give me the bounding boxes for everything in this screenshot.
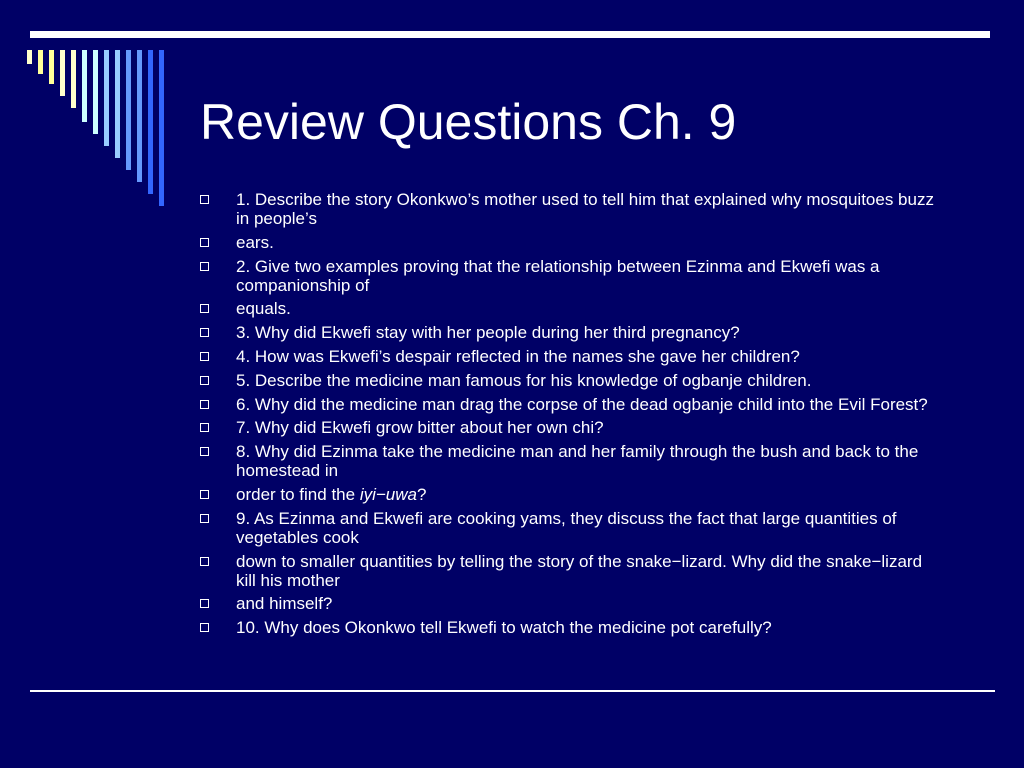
bullet-text: 10. Why does Okonkwo tell Ekwefi to watch the medicine pot carefully? — [236, 618, 772, 638]
stripe — [60, 50, 65, 96]
stripe — [93, 50, 98, 134]
stripe — [38, 50, 43, 74]
bullet-text: ears. — [236, 232, 274, 252]
square-bullet-icon — [200, 352, 209, 361]
stripe — [148, 50, 153, 194]
bullet-item — [198, 395, 943, 414]
square-bullet-icon — [200, 557, 209, 566]
stripe — [71, 50, 76, 108]
square-bullet-icon — [200, 514, 209, 523]
bullet-text-italic: iyi−uwa — [359, 484, 417, 504]
bullet-item — [198, 594, 943, 613]
square-bullet-icon — [200, 623, 209, 632]
bullet-item — [198, 233, 943, 252]
bullet-list — [198, 190, 943, 642]
bullet-text: and himself? — [236, 594, 333, 614]
square-bullet-icon — [200, 447, 209, 456]
bullet-text-prefix: order to find the — [236, 484, 360, 504]
stripe — [104, 50, 109, 146]
bullet-text: 8. Why did Ezinma take the medicine man and her family through the bush and back to the homestead in — [236, 442, 919, 481]
square-bullet-icon — [200, 262, 209, 271]
stripe — [82, 50, 87, 122]
square-bullet-icon — [200, 304, 209, 313]
bullet-text: 9. As Ezinma and Ekwefi are cooking yams, they discuss the fact that large quantities of vegetables cook — [236, 508, 897, 547]
stripe — [115, 50, 120, 158]
square-bullet-icon — [200, 195, 209, 204]
stripe — [27, 50, 32, 64]
bullet-item — [198, 190, 943, 228]
bullet-text: 6. Why did the medicine man drag the corpse of the dead ogbanje child into the Evil Forest? — [236, 394, 928, 414]
stripe — [137, 50, 142, 182]
stripe — [49, 50, 54, 84]
bullet-text: 7. Why did Ekwefi grow bitter about her own chi? — [236, 418, 604, 438]
bullet-item — [198, 418, 943, 437]
bullet-item — [198, 347, 943, 366]
bullet-text: 1. Describe the story Okonkwo’s mother used to tell him that explained why mosquitoes buzz in people’s — [236, 190, 934, 228]
bullet-text: 5. Describe the medicine man famous for his knowledge of ogbanje children. — [236, 370, 812, 390]
bullet-item — [198, 299, 943, 318]
bullet-item — [198, 257, 943, 295]
bullet-text: 3. Why did Ekwefi stay with her people during her third pregnancy? — [236, 323, 740, 343]
bullet-text: 4. How was Ekwefi’s despair reflected in the names she gave her children? — [236, 346, 800, 366]
bullet-item — [198, 323, 943, 342]
square-bullet-icon — [200, 238, 209, 247]
top-rule — [30, 31, 990, 38]
square-bullet-icon — [200, 400, 209, 409]
bullet-item — [198, 618, 943, 637]
stripe — [126, 50, 131, 170]
bottom-rule — [30, 690, 995, 692]
bullet-text: equals. — [236, 299, 291, 319]
stripe — [159, 50, 164, 206]
bullet-text-suffix: ? — [416, 484, 427, 504]
bullet-text: down to smaller quantities by telling the story of the snake−lizard. Why did the snake−lizard kill his mother — [236, 551, 923, 590]
square-bullet-icon — [200, 376, 209, 385]
square-bullet-icon — [200, 328, 209, 337]
square-bullet-icon — [200, 423, 209, 432]
bullet-item — [198, 442, 943, 480]
square-bullet-icon — [200, 599, 209, 608]
bullet-text: 2. Give two examples proving that the relationship between Ezinma and Ekwefi was a companionship of — [236, 256, 880, 295]
slide-title: Review Questions Ch. 9 — [200, 94, 737, 150]
bullet-item — [198, 371, 943, 390]
bullet-item — [198, 509, 943, 547]
bullet-item — [198, 485, 943, 504]
square-bullet-icon — [200, 490, 209, 499]
bullet-item — [198, 552, 943, 590]
